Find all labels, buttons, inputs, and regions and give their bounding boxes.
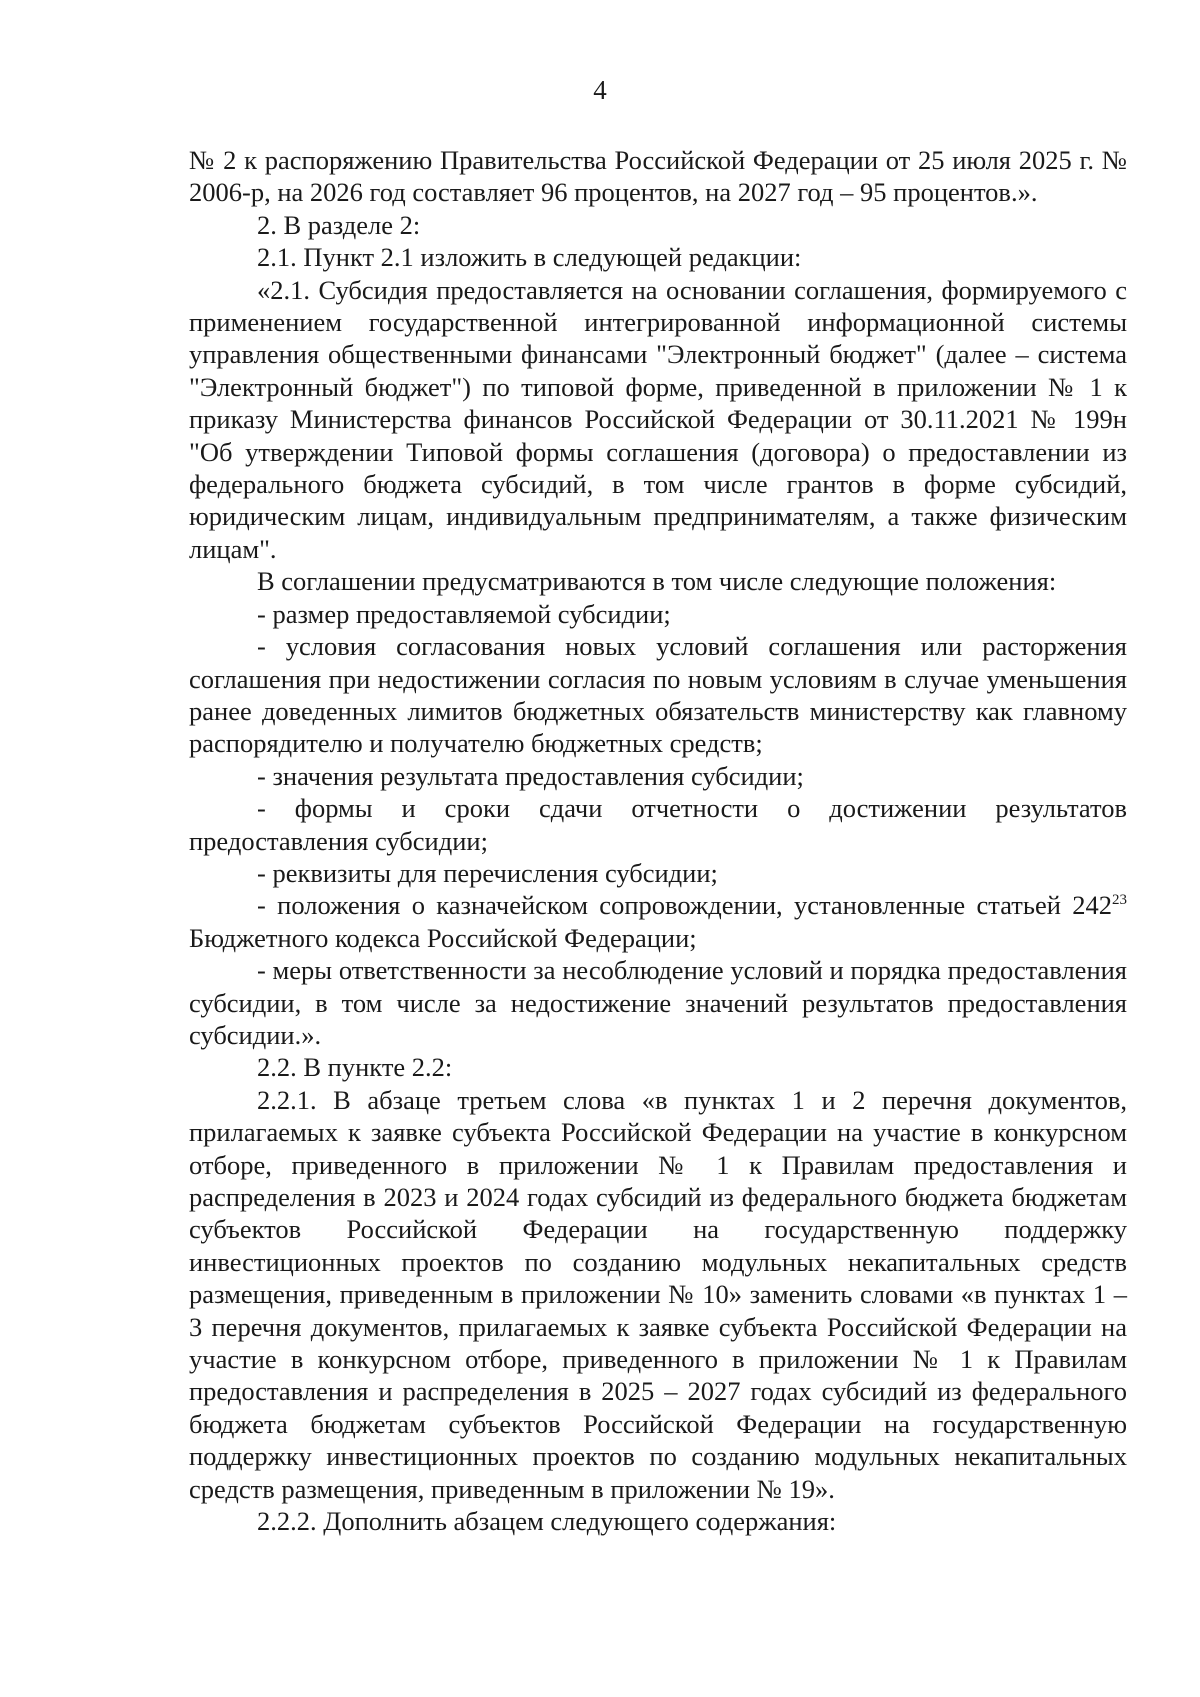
list-item-liability: - меры ответственности за несоблюдение условий и порядка предоставления субсидии, в том числе за недостижение значений результатов предоставления субсидии.». — [189, 955, 1127, 1050]
treasury-text-before: - положения о казначейском сопровождении, установленные статьей 242 — [257, 890, 1112, 921]
paragraph-continuation: № 2 к распоряжению Правительства Российской Федерации от 25 июля 2025 г. № 2006-р, на 2026 год составляет 96 процентов, на 2027 год – 95 процентов.». — [189, 145, 1127, 208]
paragraph-item-2-1: 2.1. Пункт 2.1 изложить в следующей редакции: — [257, 242, 802, 273]
paragraph-item-2-2-1: 2.2.1. В абзаце третьем слова «в пунктах 1 и 2 перечня документов, прилагаемых к заявке субъекта Российской Федерации на участие в конкурсном отборе, приведенного в приложении № 1 к Правилам предоставления и распределения в 2023 и 2024 годах субсидий из федерального бюджета бюджетам субъектов Российской Федерации на государственную поддержку инвестиционных проектов по созданию модульных некапитальных средств размещения, приведенным в приложении № 10» заменить словами «в пунктах 1 – 3 перечня документов, прилагаемых к заявке субъекта Российской Федерации на участие в конкурсном отборе, приведенного в приложении № 1 к Правилам предоставления и распределения в 2025 – 2027 годах субсидий из федерального бюджета бюджетам субъектов Российской Федерации на государственную поддержку инвестиционных проектов по созданию модульных некапитальных средств размещения, приведенным в приложении № 19». — [189, 1084, 1127, 1504]
list-item-agreement-conditions: - условия согласования новых условий соглашения или расторжения соглашения при недостижении согласия по новым условиям в случае уменьшения ранее доведенных лимитов бюджетных обязательств министерству как главному распорядителю и получателю бюджетных средств; — [189, 631, 1127, 759]
paragraph-agreement-provisions: В соглашении предусматриваются в том числе следующие положения: — [257, 566, 1057, 597]
page-number: 4 — [593, 75, 607, 105]
paragraph-section-2: 2. В разделе 2: — [257, 209, 421, 240]
article-superscript: 23 — [1112, 892, 1127, 909]
paragraph-item-2-2-2: 2.2.2. Дополнить абзацем следующего содержания: — [257, 1506, 837, 1537]
list-item-bank-details: - реквизиты для перечисления субсидии; — [257, 857, 718, 888]
list-item-treasury-support — [189, 889, 1127, 954]
paragraph-subsidy-agreement: «2.1. Субсидия предоставляется на основании соглашения, формируемого с применением государственной интегрированной информационной системы управления общественными финансами "Электронный бюджет" (далее – система "Электронный бюджет") по типовой форме, приведенной в приложении № 1 к приказу Министерства финансов Российской Федерации от 30.11.2021 № 199н "Об утверждении Типовой формы соглашения (договора) о предоставлении из федерального бюджета субсидий, в том числе грантов в форме субсидий, юридическим лицам, индивидуальным предпринимателям, а также физическим лицам". — [189, 274, 1127, 564]
list-item-reporting: - формы и сроки сдачи отчетности о достижении результатов предоставления субсидии; — [189, 793, 1127, 856]
list-item-subsidy-amount: - размер предоставляемой субсидии; — [257, 598, 671, 629]
list-item-result-values: - значения результата предоставления субсидии; — [257, 760, 804, 791]
document-body — [189, 144, 1127, 1537]
paragraph-item-2-2: 2.2. В пункте 2.2: — [257, 1052, 453, 1083]
treasury-text-after: Бюджетного кодекса Российской Федерации; — [189, 922, 697, 953]
